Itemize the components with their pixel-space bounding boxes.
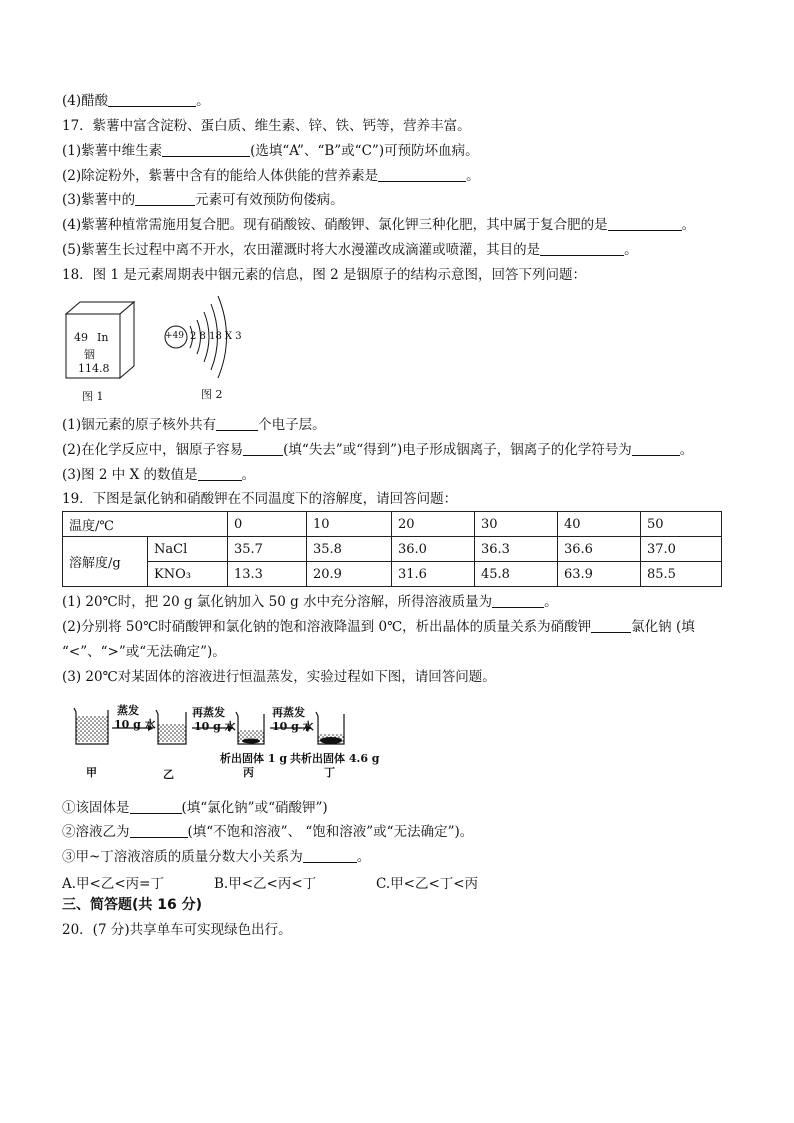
- figure-2-caption: 图 2: [201, 388, 223, 401]
- q18-3-line: [62, 466, 255, 484]
- table-cell: 30: [475, 512, 558, 537]
- table-cell: 20: [392, 512, 475, 537]
- q19-2-cont: “<”、“>”或“无法确定”)。: [62, 644, 226, 660]
- answer-blank[interactable]: [130, 823, 188, 838]
- answer-blank[interactable]: [198, 466, 242, 481]
- beaker-label-bing: 丙: [243, 766, 254, 779]
- table-cell: 36.3: [475, 537, 558, 562]
- q17-3-text-end: 元素可有效预防佝偻病。: [195, 192, 344, 208]
- figure-1-caption: 图 1: [82, 390, 104, 403]
- answer-blank[interactable]: [130, 799, 182, 814]
- table-row: [63, 562, 722, 587]
- option-a[interactable]: A.甲<乙<丙=丁: [62, 876, 164, 892]
- punct: 。: [624, 242, 638, 258]
- q19-3-line: (3) 20℃对某固体的溶液进行恒温蒸发，实验过程如下图，请回答问题。: [62, 669, 496, 685]
- table-cell: KNO₃: [148, 562, 228, 587]
- q18-2-line: [62, 441, 693, 459]
- c1-text-end: (填“氯化钠”或“硝酸钾”): [181, 800, 328, 816]
- q17-1-line: [62, 142, 479, 160]
- punct: 。: [681, 217, 696, 233]
- q19-2-text: (2)分别将 50℃时硝酸钾和氯化钠的饱和溶液降温到 0℃，析出晶体的质量关系为硝酸钾: [62, 619, 592, 635]
- step3-label: 再蒸发: [272, 706, 305, 719]
- answer-blank[interactable]: [492, 593, 544, 608]
- option-b[interactable]: B.甲<乙<丙<丁: [214, 876, 317, 892]
- q19-3-c1-line: [62, 799, 328, 817]
- table-row: [63, 537, 722, 562]
- punct: 。: [356, 849, 371, 865]
- q18-2-text: (2)在化学反应中，铟原子容易: [62, 442, 244, 458]
- table-cell: 37.0: [641, 537, 722, 562]
- answer-blank[interactable]: [108, 92, 196, 107]
- table-row-label: 溶解度/g: [63, 537, 148, 587]
- table-cell: 36.6: [558, 537, 641, 562]
- q17-3-line: [62, 191, 344, 209]
- q17-1-text-end: (选填“A”、“B”或“C”)可预防坏血病。: [250, 143, 479, 159]
- c2-text: ②溶液乙为: [62, 824, 130, 840]
- q17-1-text: (1)紫薯中维生素: [62, 143, 163, 159]
- table-cell: 35.7: [228, 537, 307, 562]
- table-cell: 10: [307, 512, 392, 537]
- beaker-ding: [316, 712, 344, 744]
- q17-3-text: (3)紫薯中的: [62, 192, 136, 208]
- beaker-label-yi: 乙: [163, 768, 174, 781]
- table-cell: NaCl: [148, 537, 228, 562]
- table-cell: 35.8: [307, 537, 392, 562]
- q16-4-label: (4)醋酸: [62, 93, 109, 109]
- section-3-heading: 三、简答题(共 16 分): [62, 897, 203, 913]
- answer-blank[interactable]: [135, 191, 195, 206]
- q19-2-line: [62, 618, 695, 636]
- answer-blank[interactable]: [591, 618, 631, 633]
- q18-stem: 18．图 1 是元素周期表中铟元素的信息，图 2 是铟原子的结构示意图，回答下列问题：: [62, 267, 587, 283]
- table-cell: 20.9: [307, 562, 392, 587]
- beaker-label-jia: 甲: [86, 766, 97, 779]
- step2-label: 再蒸发: [192, 706, 225, 719]
- q19-1-line: [62, 593, 558, 611]
- punct: 。: [196, 93, 210, 109]
- punct: 。: [241, 467, 255, 483]
- bing-precipitate-note: 析出固体 1 g: [220, 752, 288, 765]
- q19-1-text: (1) 20℃时，把 20 g 氯化钠加入 50 g 水中充分溶解，所得溶液质量为: [62, 594, 493, 610]
- step3-amount: 10 g 水: [272, 720, 314, 733]
- element-number: 49: [74, 331, 88, 344]
- q20-stem: 20．(7 分)共享单车可实现绿色出行。: [62, 922, 292, 938]
- beaker-label-ding: 丁: [324, 766, 335, 779]
- answer-blank[interactable]: [243, 441, 283, 456]
- q18-3-text: (3)图 2 中 X 的数值是: [62, 467, 198, 483]
- q17-2-line: [62, 167, 480, 185]
- step1-amount: 10 g 水: [114, 718, 156, 731]
- table-cell: 40: [558, 512, 641, 537]
- c1-text: ①该固体是: [62, 800, 130, 816]
- answer-blank[interactable]: [540, 241, 624, 256]
- step1-label: 蒸发: [117, 704, 139, 717]
- atom-nucleus: +49: [165, 331, 184, 341]
- beaker-bing: [236, 712, 264, 744]
- q16-4-line: [62, 92, 210, 110]
- answer-blank[interactable]: [162, 142, 250, 157]
- q19-3-c3-line: [62, 848, 370, 866]
- table-cell: 13.3: [228, 562, 307, 587]
- answer-blank[interactable]: [632, 441, 680, 456]
- q17-5-text: (5)紫薯生长过程中离不开水，农田灌溉时将大水漫灌改成滴灌或喷灌，其目的是: [62, 242, 541, 258]
- answer-blank[interactable]: [216, 416, 258, 431]
- q17-2-text: (2)除淀粉外，紫薯中含有的能给人体供能的营养素是: [62, 168, 379, 184]
- table-row: [63, 512, 722, 537]
- c3-text: ③甲~丁溶液溶质的质量分数大小关系为: [62, 849, 303, 865]
- answer-blank[interactable]: [378, 167, 466, 182]
- q18-1-line: [62, 416, 326, 434]
- q17-4-line: [62, 216, 695, 234]
- q19-stem: 19．下图是氯化钠和硝酸钾在不同温度下的溶解度，请回答问题：: [62, 491, 458, 507]
- solubility-table: [62, 511, 722, 587]
- table-cell: 50: [641, 512, 722, 537]
- option-c[interactable]: C.甲<乙<丁<丙: [376, 876, 479, 892]
- table-header-label: 温度/℃: [63, 512, 228, 537]
- beaker-yi: [156, 710, 186, 744]
- punct: 。: [679, 442, 694, 458]
- q17-5-line: [62, 241, 638, 259]
- punct: 。: [544, 594, 558, 610]
- element-symbol: In: [97, 331, 109, 344]
- table-cell: 36.0: [392, 537, 475, 562]
- beaker-jia: [74, 708, 108, 744]
- q17-stem: 17．紫薯中富含淀粉、蛋白质、维生素、锌、铁、钙等，营养丰富。: [62, 118, 471, 134]
- table-cell: 45.8: [475, 562, 558, 587]
- ding-precipitate-note: 共析出固体 4.6 g: [290, 752, 380, 765]
- element-mass: 114.8: [78, 362, 110, 375]
- punct: 。: [466, 168, 480, 184]
- answer-blank[interactable]: [303, 848, 357, 863]
- q18-1-text-end: 个电子层。: [258, 417, 326, 433]
- atom-shells: 2 8 18 X 3: [190, 331, 242, 342]
- element-name: 铟: [84, 348, 95, 361]
- c2-text-end: (填“不饱和溶液”、 “饱和溶液”或“无法确定”)。: [187, 824, 474, 840]
- q19-3-c2-line: [62, 823, 473, 841]
- table-cell: 31.6: [392, 562, 475, 587]
- table-cell: 85.5: [641, 562, 722, 587]
- table-cell: 0: [228, 512, 307, 537]
- q18-2-text-mid: (填“失去”或“得到”)电子形成铟离子，铟离子的化学符号为: [283, 442, 632, 458]
- table-cell: 63.9: [558, 562, 641, 587]
- q19-2-text-end: 氯化钠 (填: [631, 619, 695, 635]
- answer-blank[interactable]: [608, 216, 682, 231]
- step2-amount: 10 g 水: [194, 720, 236, 733]
- q17-4-text: (4)紫薯种植常需施用复合肥。现有硝酸铵、硝酸钾、氯化钾三种化肥，其中属于复合肥的是: [62, 217, 608, 233]
- q18-1-text: (1)铟元素的原子核外共有: [62, 417, 217, 433]
